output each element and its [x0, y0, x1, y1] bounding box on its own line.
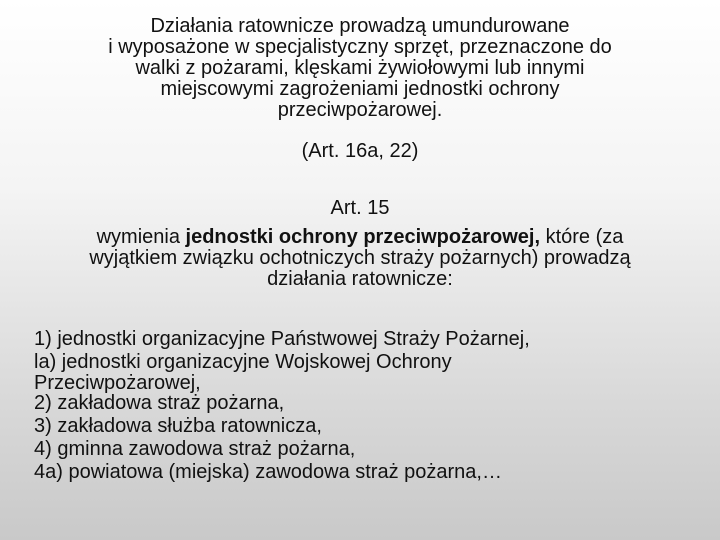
article-line-2: wyjątkiem związku ochotniczych straży pożarnych) prowadzą [89, 247, 631, 269]
intro-line-4: miejscowymi zagrożeniami jednostki ochrony [160, 78, 560, 100]
article-heading-text: Art. 15 [330, 197, 390, 219]
intro-citation [20, 141, 700, 162]
article-body [20, 227, 700, 290]
intro-line-1: Działania ratownicze prowadzą umundurowane [150, 15, 570, 37]
list-item: 2) zakładowa straż pożarna, [34, 392, 285, 414]
citation-text: (Art. 16a, 22) [301, 140, 419, 162]
unit-list [34, 328, 694, 484]
list-item: la) jednostki organizacyjne Wojskowej Ochrony [34, 351, 452, 373]
list-item: 1) jednostki organizacyjne Państwowej Straży Pożarnej, [34, 328, 530, 350]
intro-paragraph [20, 16, 700, 121]
article-line-1-prefix: wymienia [96, 226, 186, 248]
list-item: Przeciwpożarowej, [34, 372, 201, 394]
intro-line-5: przeciwpożarowej. [277, 99, 443, 121]
intro-line-3: walki z pożarami, klęskami żywiołowymi lub innymi [135, 57, 585, 79]
article-emphasis: jednostki ochrony przeciwpożarowej, [185, 226, 541, 248]
article-line-1-suffix: które (za [540, 226, 624, 248]
list-item: 4) gminna zawodowa straż pożarna, [34, 438, 356, 460]
article-line-1 [20, 227, 700, 248]
list-item: 4a) powiatowa (miejska) zawodowa straż pożarna,… [34, 461, 502, 483]
article-line-3: działania ratownicze: [267, 268, 453, 290]
list-item: 3) zakładowa służba ratownicza, [34, 415, 322, 437]
intro-line-2: i wyposażone w specjalistyczny sprzęt, przeznaczone do [108, 36, 612, 58]
article-heading [20, 198, 700, 219]
